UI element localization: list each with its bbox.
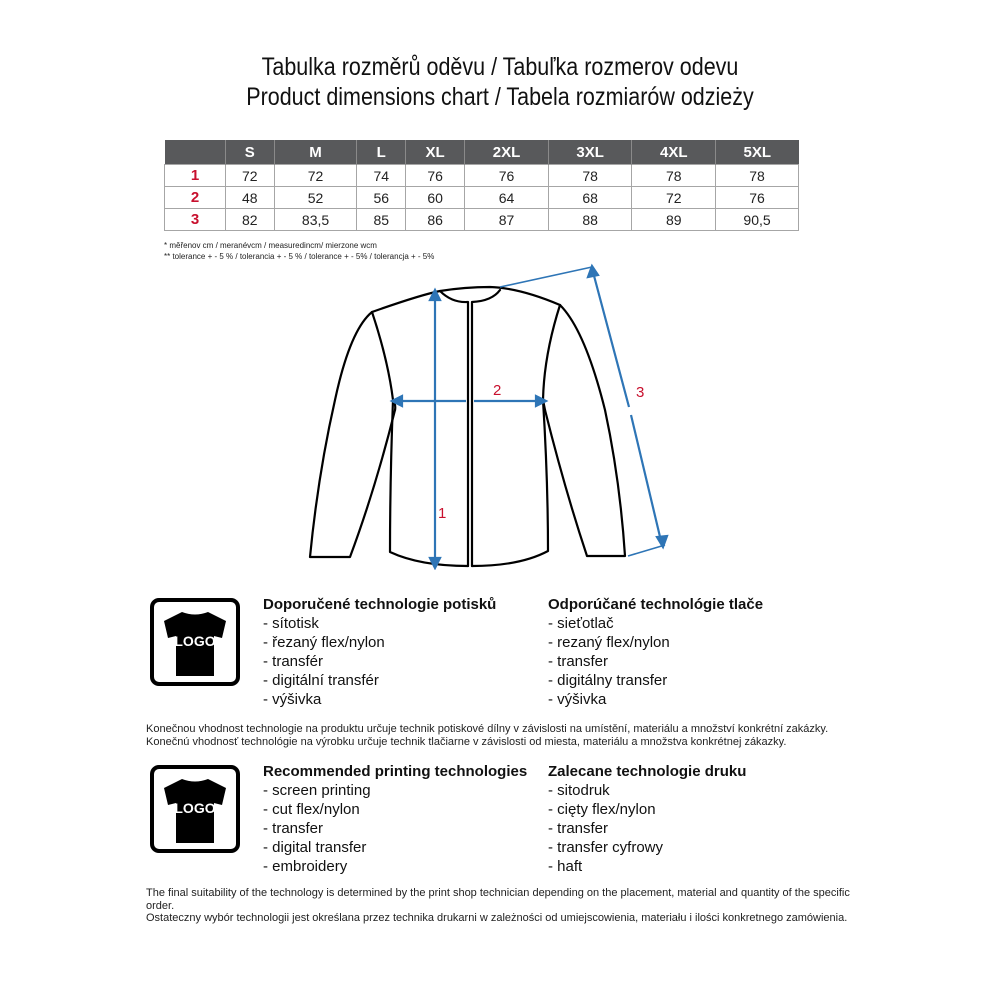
table-cell: 76 [406,165,465,187]
list-item: - rezaný flex/nylon [548,634,670,651]
row-label: 3 [165,209,226,231]
tech-heading-en: Recommended printing technologies [263,763,528,780]
table-cell: 82 [226,209,275,231]
tech-list-pl [548,762,746,876]
table-cell: 60 [406,187,465,209]
table-cell: 68 [548,187,632,209]
measurement-notes [164,240,434,262]
dimension-label-1: 1 [438,505,447,522]
tshirt-logo-icon [150,765,240,853]
table-cell: 76 [716,187,799,209]
table-cell: 90,5 [716,209,799,231]
table-cell: 83,5 [274,209,357,231]
list-item: - transfer [263,820,324,837]
list-item: - screen printing [263,782,371,799]
disclaimer-en-pl [146,887,856,925]
title-cz-sk: Tabulka rozměrů oděvu / Tabuľka rozmerov odevu [261,53,739,81]
tech-heading-sk: Odporúčané technológie tlače [548,596,764,613]
disclaimer-pl: Ostateczny wybór technologii jest określana przez technika drukarni w zależności od umiejscowienia, materiału i ilości konkretnego zamówienia. [146,912,848,924]
table-cell: 78 [716,165,799,187]
list-item: - transfer [548,820,609,837]
list-item: - řezaný flex/nylon [263,634,385,651]
note-tolerance: ** tolerance + - 5 % / tolerancia + - 5 % / tolerance + - 5% / tolerancja + - 5% [164,252,435,261]
size-header: 4XL [632,140,716,165]
size-header: S [226,140,275,165]
tech-heading-pl: Zalecane technologie druku [548,763,747,780]
table-cell: 88 [548,209,632,231]
table-cell: 76 [465,165,549,187]
table-cell: 78 [632,165,716,187]
list-item: - výšivka [548,691,607,708]
tech-list-cz [263,595,496,709]
list-item: - sitodruk [548,782,610,799]
size-header-blank [165,140,226,165]
list-item: - digital transfer [263,839,367,856]
size-table [164,140,799,231]
table-cell: 52 [274,187,357,209]
table-row [165,209,799,231]
disclaimer-en: The final suitability of the technology is determined by the print shop technician depending on the placement, material and quantity of the specific order. [146,887,850,912]
tech-list-en [263,762,527,876]
dimension-label-3: 3 [636,384,645,401]
table-cell: 78 [548,165,632,187]
jacket-diagram [290,260,690,570]
table-cell: 87 [465,209,549,231]
note-units: * měřenov cm / meranévcm / measuredincm/ mierzone wcm [164,241,377,250]
list-item: - cięty flex/nylon [548,801,656,818]
table-row [165,187,799,209]
tech-list-sk [548,595,763,709]
dimension-label-2: 2 [493,382,502,399]
logo-text: LOGO [174,633,216,649]
size-header: 3XL [548,140,632,165]
table-cell: 72 [274,165,357,187]
logo-text: LOGO [174,800,216,816]
list-item: - sieťotlač [548,615,614,632]
list-item: - transfer [548,653,609,670]
disclaimer-cz-sk [146,723,856,748]
size-header: M [274,140,357,165]
table-cell: 64 [465,187,549,209]
size-header: 5XL [716,140,799,165]
disclaimer-sk: Konečnú vhodnosť technológie na výrobku určuje technik tlačiarne v závislosti od miesta, materiálu a množstva konkrétnej zákazky. [146,735,787,748]
size-header: L [357,140,406,165]
size-header: 2XL [465,140,549,165]
size-header: XL [406,140,465,165]
disclaimer-cz: Konečnou vhodnost technologie na produktu určuje technik potiskové dílny v závislosti na umístění, materiálu a množství konkrétní zakázky. [146,723,829,735]
list-item: - výšivka [263,691,322,708]
table-cell: 48 [226,187,275,209]
list-item: - cut flex/nylon [263,801,360,818]
table-cell: 74 [357,165,406,187]
list-item: - digitální transfér [263,672,379,689]
list-item: - haft [548,858,583,875]
list-item: - transfer cyfrowy [548,839,664,856]
jacket-outline-icon [290,260,690,570]
row-label: 1 [165,165,226,187]
row-label: 2 [165,187,226,209]
list-item: - embroidery [263,858,348,875]
table-cell: 72 [632,187,716,209]
table-cell: 72 [226,165,275,187]
table-row [165,165,799,187]
list-item: - sítotisk [263,615,319,632]
table-cell: 85 [357,209,406,231]
tech-heading-cz: Doporučené technologie potisků [263,596,497,613]
size-table-header-row [165,140,799,165]
list-item: - transfér [263,653,324,670]
table-cell: 56 [357,187,406,209]
table-cell: 86 [406,209,465,231]
list-item: - digitálny transfer [548,672,668,689]
tshirt-logo-icon [150,598,240,686]
title-en-pl: Product dimensions chart / Tabela rozmiarów odzieży [246,83,754,111]
table-cell: 89 [632,209,716,231]
